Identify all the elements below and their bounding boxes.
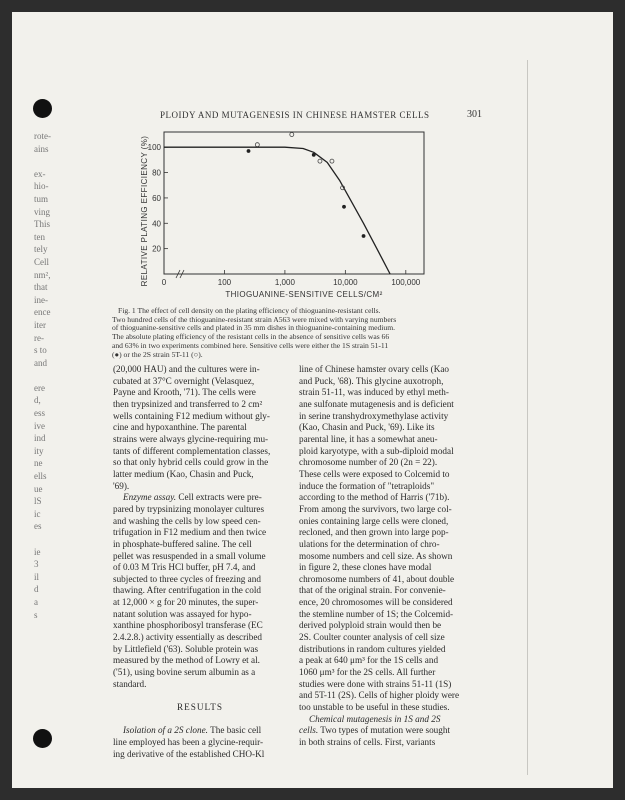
punch-hole-top (33, 99, 52, 118)
y-tick-label: 40 (152, 219, 161, 229)
margin-fragment: ess (34, 408, 45, 419)
text-line: and 5T-11 (2S). Cells of higher ploidy were (299, 690, 460, 701)
y-tick-label: 60 (152, 193, 161, 203)
text-line: latter medium (Kao, Chasin and Puck, (113, 468, 254, 479)
text-line: a peak at 640 μm³ for the 1S cells and (299, 655, 439, 666)
y-axis-label: RELATIVE PLATING EFFICIENCY (%) (140, 135, 149, 287)
margin-fragment: ten (34, 231, 45, 242)
left-text-column (113, 364, 287, 760)
text-line: and washing the cells by low speed cen- (113, 515, 261, 526)
fitted-curve (164, 147, 390, 274)
text-line: wells containing F12 medium without gly- (113, 410, 270, 421)
y-tick-label: 20 (152, 244, 161, 254)
text-line: line of Chinese hamster ovary cells (Kao (299, 364, 450, 374)
text-line: ('51), using bovine serum albumin as a (113, 667, 256, 678)
data-point-1s (247, 149, 251, 153)
caption-line: (●) or the 2S strain 5T-11 (○). (112, 350, 203, 359)
text-line: according to the method of Harris ('71b). (299, 492, 450, 503)
margin-fragment: ine- (34, 294, 48, 305)
previous-page-margin-text (34, 130, 62, 621)
margin-fragment: ains (34, 143, 49, 154)
margin-fragment: rote- (34, 131, 51, 141)
text-line: standard. (113, 678, 147, 689)
margin-fragment: ind (34, 433, 46, 444)
text-line: cine and hypoxanthine. The parental (113, 422, 247, 433)
text-line: Payne and Krooth, '71). The cells were (113, 387, 256, 398)
margin-fragment: re- (34, 332, 44, 343)
text-line: at 12,000 × g for 20 minutes, the super- (113, 597, 259, 608)
text-line: the stemline number of 1S; the Colcemid- (299, 608, 454, 619)
x-tick-label: 1,000 (274, 278, 295, 287)
x-tick-label: 100,000 (391, 278, 421, 287)
margin-fragment: This (34, 219, 51, 230)
text-line: then trypsinized and transferred to 2 cm² (113, 398, 263, 409)
margin-fragment: il (34, 571, 40, 582)
text-line: thawing. After centrifugation in the cold (113, 585, 261, 596)
text-line: 2.4.2.8.) activity essentially as described (113, 632, 263, 643)
margin-fragment: ells (34, 471, 47, 482)
margin-fragment: and (34, 357, 47, 368)
text-line: measured by the method of Lowry et al. (113, 655, 260, 666)
margin-fragment: ence (34, 307, 51, 318)
text-line: by Littlefield ('63). Soluble protein was (113, 643, 259, 654)
margin-fragment: Cell (34, 256, 49, 267)
data-point-1s (362, 234, 366, 238)
margin-fragment (34, 155, 62, 168)
text-line: ing derivative of the established CHO-Kl (113, 748, 265, 759)
y-tick-label: 100 (147, 143, 161, 153)
x-tick-label: 0 (161, 278, 167, 287)
text-line: chromosome numbers of 41, about double (299, 573, 455, 584)
right-text-column (299, 364, 471, 749)
caption-line: of thioguanine-sensitive cells and plated in 35 mm dishes in thioguanine-containing medium. (112, 324, 396, 333)
margin-fragment: d, (34, 395, 41, 406)
figure-caption (112, 307, 468, 359)
text-line: xanthine phosphoribosyl transferase (EC (113, 620, 263, 631)
caption-line: The absolute plating efficiency of the resistant cells in the absence of sensitive cells was 66 (112, 333, 390, 342)
text-line: RESULTS (177, 702, 223, 713)
margin-fragment (34, 533, 62, 546)
margin-fragment: ne (34, 458, 43, 469)
margin-fragment: ive (34, 420, 45, 431)
text-line: ulations for the determination of chro- (299, 538, 440, 549)
text-line: studies were done with strains 51-11 (1S) (299, 678, 452, 689)
x-axis-label: THIOGUANINE-SENSITIVE CELLS/CM² (225, 290, 383, 299)
margin-fragment: hio- (34, 181, 49, 192)
text-line: induce the formation of "tetraploids" (299, 480, 435, 491)
text-line: onies containing large cells were cloned, (299, 515, 449, 526)
caption-line: and 63% in two experiments combined here. Sensitive cells were either the 1S strain 51-11 (112, 341, 389, 350)
margin-fragment: tum (34, 193, 49, 204)
text-line: (Kao, Chasin and Puck, '69). Like its (299, 422, 435, 433)
data-point-2s (330, 159, 334, 163)
page-sheet (12, 12, 613, 788)
text-line: cells. Two types of mutation were sought (299, 725, 451, 736)
text-line: cubated at 37°C overnight (Velasquez, (113, 375, 255, 386)
text-line: parental line, it has a somewhat aneu- (299, 433, 438, 444)
figure-1 (132, 124, 452, 304)
caption-line: Fig. 1 The effect of cell density on the plating efficiency of thioguanine-resistant cells. (118, 307, 381, 315)
text-line: in both strains of cells. First, variants (299, 737, 436, 747)
running-title: PLOIDY AND MUTAGENESIS IN CHINESE HAMSTER CELLS (160, 110, 430, 120)
text-line: Enzyme assay. Cell extracts were pre- (123, 492, 262, 503)
margin-fragment: 3 (34, 559, 39, 570)
text-line: pellet was resuspended in a small volume (113, 550, 266, 561)
margin-fragment: ue (34, 483, 43, 494)
margin-fragment: es (34, 521, 42, 532)
text-line: Isolation of a 2S clone. The basic cell (123, 725, 262, 736)
margin-fragment: ere (34, 382, 45, 393)
margin-fragment: ic (34, 508, 41, 519)
data-point-2s (290, 133, 294, 137)
x-tick-label: 10,000 (333, 278, 358, 287)
data-point-1s (342, 205, 346, 209)
text-line: From among the survivors, two large col- (299, 503, 452, 514)
text-line: trifugation in F12 medium and then twice (113, 527, 267, 538)
plating-efficiency-chart (132, 124, 452, 304)
text-line (113, 690, 287, 702)
punch-hole-bottom (33, 729, 52, 748)
text-line: 1060 μm³ for the 2S cells. All further (299, 667, 436, 678)
margin-fragment: d (34, 584, 39, 595)
margin-fragment: s to (34, 345, 47, 356)
margin-fragment: s (34, 609, 38, 620)
text-line: that of the original strain. For convenie- (299, 585, 446, 596)
data-point-2s (255, 143, 259, 147)
text-line (113, 714, 287, 726)
margin-fragment: ving (34, 206, 51, 217)
page-number: 301 (467, 109, 482, 120)
plot-frame (164, 132, 424, 274)
text-line: '69). (113, 480, 130, 491)
data-point-1s (312, 153, 316, 157)
text-line: These cells were exposed to Colcemid to (299, 468, 450, 479)
x-tick-label: 100 (217, 278, 232, 287)
text-line: ence, 20 chromosomes will be considered (299, 597, 453, 608)
margin-fragment: iter (34, 319, 46, 330)
text-line: pared by trypsinizing monolayer cultures (113, 503, 265, 514)
text-line: line employed has been a glycine-requir- (113, 737, 264, 747)
text-line: too unstable to be useful in these studies. (299, 702, 450, 713)
margin-fragment: ex- (34, 168, 46, 179)
margin-fragment: lS (34, 496, 42, 507)
margin-fragment (34, 369, 62, 382)
y-tick-label: 80 (152, 168, 161, 178)
text-line: recloned, and then grown into large pop- (299, 527, 449, 538)
text-line: so that only hybrid cells could grow in the (113, 457, 269, 468)
text-line: distributions in random cultures yielded (299, 643, 446, 654)
text-line: ploid karyotype, with a sub-diploid modal (299, 445, 454, 456)
text-line: Chemical mutagenesis in 1S and 2S (309, 713, 441, 724)
text-line: strain 51-11, was induced by ethyl meth- (299, 387, 449, 398)
text-line: in phosphate-buffered saline. The cell (113, 538, 252, 549)
margin-fragment: nm², (34, 269, 51, 280)
text-line: strains were always glycine-requiring mu- (113, 433, 269, 444)
margin-fragment: that (34, 282, 48, 293)
text-line: derived polyploid strain would then be (299, 620, 442, 631)
text-line: in serine transhydroxymethylase activity (299, 410, 449, 421)
text-line: subjected to three cycles of freezing and (113, 573, 261, 584)
text-line: tants of different complementation classes, (113, 445, 271, 456)
text-line: ane sulfonate mutagenesis and is deficient (299, 398, 454, 409)
margin-fragment: ie (34, 546, 41, 557)
text-line: 2S. Coulter counter analysis of cell size (299, 632, 445, 643)
text-line: natant solution was assayed for hypo- (113, 608, 252, 619)
text-line: chromosome number of 20 (2n = 22). (299, 457, 438, 468)
text-line: and Puck, '68). This glycine auxotroph, (299, 375, 444, 386)
caption-line: Two hundred cells of the thioguanine-resistant strain A563 were mixed with varying numbers (112, 315, 397, 324)
page-edge-shadow (527, 60, 528, 775)
margin-fragment: tely (34, 244, 48, 255)
data-point-2s (318, 159, 322, 163)
text-line: in figure 2, these clones have modal (299, 562, 432, 573)
text-line: of 0.03 M Tris HCl buffer, pH 7.4, and (113, 562, 256, 573)
margin-fragment: ity (34, 445, 44, 456)
text-line: mosome numbers and cell size. As shown (299, 550, 453, 561)
text-line: (20,000 HAU) and the cultures were in- (113, 364, 260, 374)
margin-fragment: a (34, 596, 38, 607)
